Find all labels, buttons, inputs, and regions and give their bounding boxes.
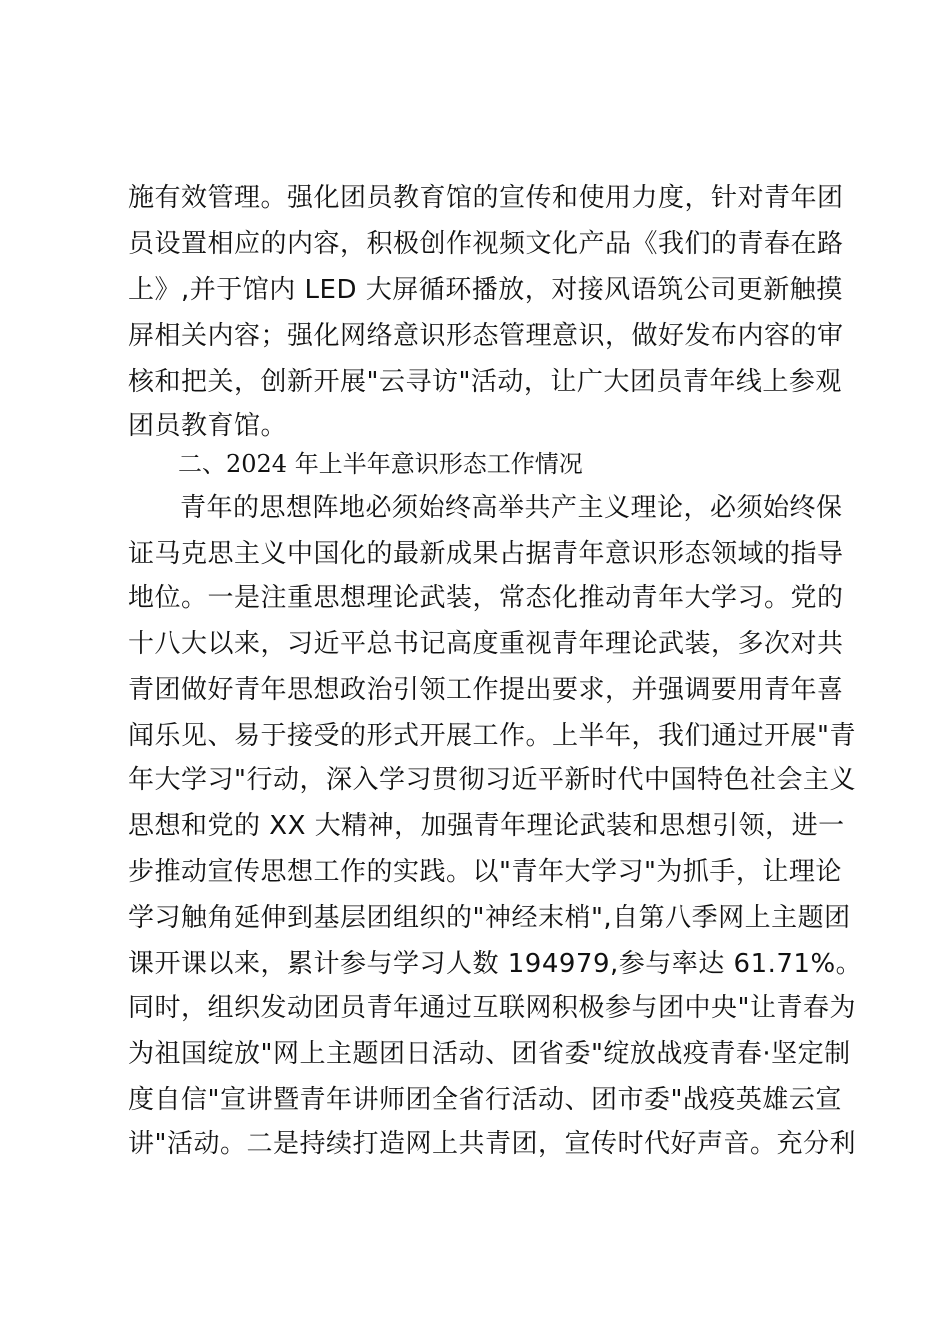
paragraph2-line-10: 学习触角延伸到基层团组织的"神经末梢",自第八季网上主题团	[128, 903, 851, 933]
paragraph1-line-5: 核和把关，创新开展"云寻访"活动，让广大团员青年线上参观	[128, 367, 842, 397]
paragraph2-line-7: 年大学习"行动，深入学习贯彻习近平新时代中国特色社会主义	[128, 765, 856, 795]
paragraph1-line-3: 上》,并于馆内 LED 大屏循环播放，对接风语筑公司更新触摸	[128, 275, 843, 305]
paragraph2-line-12: 同时，组织发动团员青年通过互联网积极参与团中央"让青春为	[128, 993, 856, 1023]
section-heading: 二、2024 年上半年意识形态工作情况	[178, 450, 583, 478]
paragraph1-line-2: 员设置相应的内容，积极创作视频文化产品《我们的青春在路	[128, 229, 844, 259]
paragraph2-line-6: 闻乐见、易于接受的形式开展工作。上半年，我们通过开展"青	[128, 721, 856, 751]
paragraph2-line-15: 讲"活动。二是持续打造网上共青团，宣传时代好声音。充分利	[128, 1129, 856, 1159]
paragraph2-line-14: 度自信"宣讲暨青年讲师团全省行活动、团市委"战疫英雄云宣	[128, 1085, 842, 1115]
paragraph2-line-8: 思想和党的 XX 大精神，加强青年理论武装和思想引领，进一	[128, 811, 845, 841]
paragraph1-line-6: 团员教育馆。	[128, 411, 288, 441]
paragraph2-line-1: 青年的思想阵地必须始终高举共产主义理论，必须始终保	[180, 493, 843, 523]
paragraph2-line-3: 地位。一是注重思想理论武装，常态化推动青年大学习。党的	[128, 583, 844, 613]
paragraph2-line-4: 十八大以来，习近平总书记高度重视青年理论武装，多次对共	[128, 629, 844, 659]
paragraph2-line-2: 证马克思主义中国化的最新成果占据青年意识形态领域的指导	[128, 539, 844, 569]
paragraph2-line-11: 课开课以来，累计参与学习人数 194979,参与率达 61.71%。	[128, 949, 863, 979]
paragraph2-line-9: 步推动宣传思想工作的实践。以"青年大学习"为抓手，让理论	[128, 857, 842, 887]
paragraph1-line-1: 施有效管理。强化团员教育馆的宣传和使用力度，针对青年团	[128, 183, 844, 213]
paragraph2-line-13: 为祖国绽放"网上主题团日活动、团省委"绽放战疫青春·坚定制	[128, 1039, 851, 1069]
paragraph2-line-5: 青团做好青年思想政治引领工作提出要求，并强调要用青年喜	[128, 675, 844, 705]
paragraph1-line-4: 屏相关内容；强化网络意识形态管理意识，做好发布内容的审	[128, 321, 844, 351]
